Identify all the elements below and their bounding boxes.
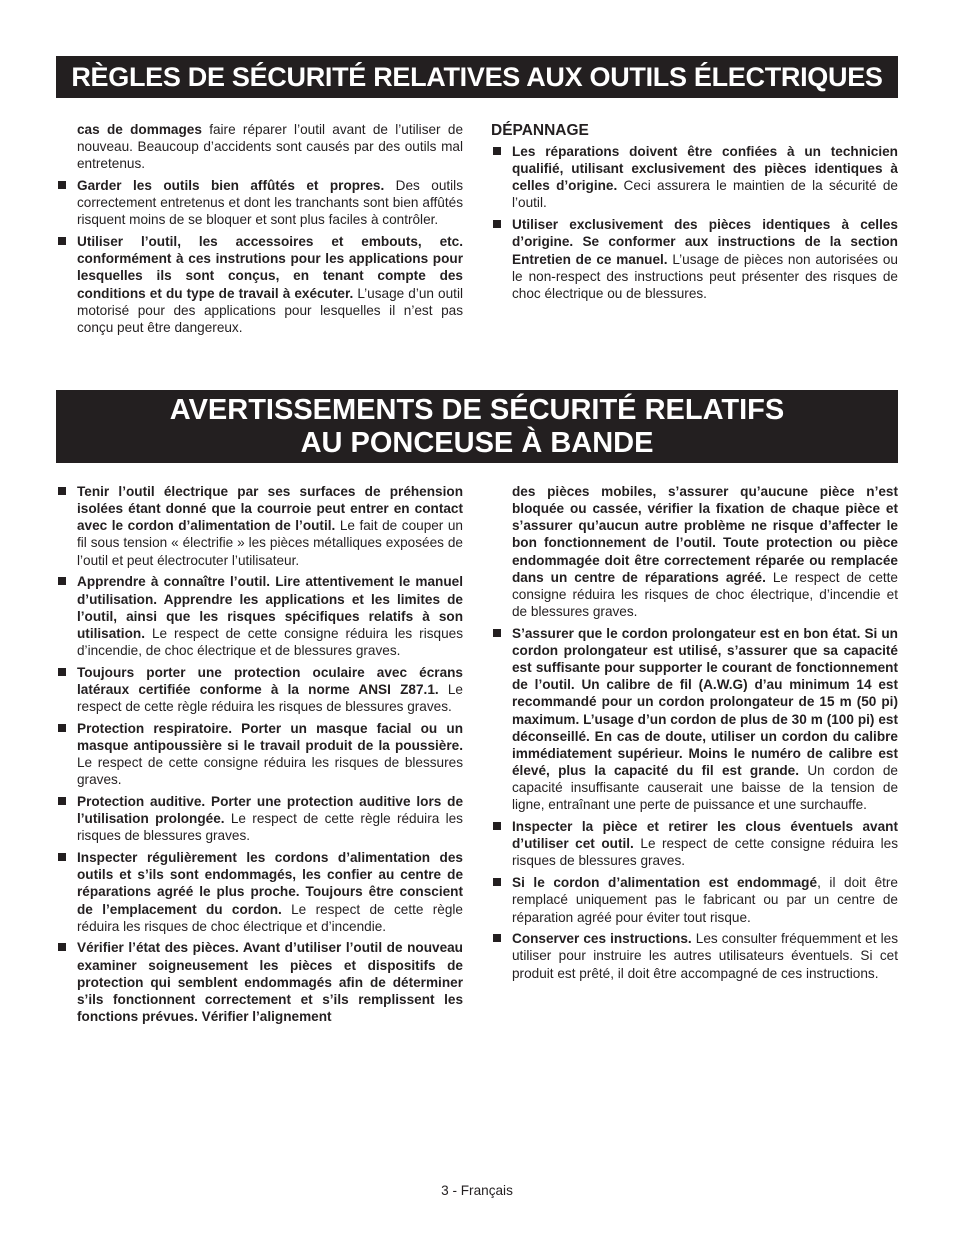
bullet-item-respiratory-protection: Protection respiratoire. Porter un masque facial ou un masque antipoussière si le travail produit de la poussière. Le respect de cette consigne réduira les risques de blessures graves. bbox=[56, 720, 463, 789]
bullet-square-icon bbox=[58, 668, 66, 676]
section1-right-column bbox=[491, 121, 898, 302]
bullet-list bbox=[491, 625, 898, 982]
bullet-square-icon bbox=[493, 822, 501, 830]
bullet-item-insulated-surfaces: Tenir l’outil électrique par ses surfaces de préhension isolées étant donné que la courroie peut entrer en contact avec le cordon d’alimentation de l’outil. Le fait de couper un fil sous tension « électrifie » les pièces métalliques exposées de l’outil et peut électrocuter l’utilisateur. bbox=[56, 483, 463, 569]
subheading-troubleshooting: DÉPANNAGE bbox=[491, 122, 589, 139]
continued-paragraph: des pièces mobiles, s’assurer qu’aucune pièce n’est bloquée ou cassée, vérifier la fixation de chaque pièce et s’assurer qu’aucun autre problème ne risque d’affecter le bon fonctionnement de l’outil. Toute protection ou pièce endommagée doit être correctement réparée ou remplacée dans un centre de réparations agréé. Le respect de cette consigne réduira les risques de choc électrique, d’incendie et de blessures graves. bbox=[512, 484, 898, 620]
page-number: 3 - Français bbox=[441, 1183, 513, 1198]
section-title-belt-sander-warnings bbox=[56, 390, 898, 463]
banner-title-line-2: AU PONCEUSE À BANDE bbox=[300, 427, 654, 459]
bullet-square-icon bbox=[493, 629, 501, 637]
bullet-list bbox=[491, 143, 898, 302]
bullet-item-hearing-protection: Protection auditive. Porter une protection auditive lors de l’utilisation prolongée. Le respect de cette règle réduira les risques de blessures graves. bbox=[56, 793, 463, 844]
bullet-item-use-tool-accessories: Utiliser l’outil, les accessoires et embouts, etc. conformément à ces instrutions pour les applications pour lesquelles ils sont conçus, en tenant compte des conditions et du type de travail à exécuter. L’usage d’un outil motorisé pour des applications pour lesquelles il n’est pas conçu peut être dangereux. bbox=[56, 233, 463, 336]
bullet-square-icon bbox=[493, 147, 501, 155]
bullet-item-inspect-cords: Inspecter régulièrement les cordons d’alimentation des outils et s’ils sont endommagés, les confier au centre de réparations agréé le plus proche. Toujours être conscient de l’emplacement du cordon. Le respect de cette règle réduira les risques de choc électrique et d’incendie. bbox=[56, 849, 463, 935]
bullet-item-sharp-tools: Garder les outils bien affûtés et propres. Des outils correctement entretenus et dont les tranchants sont bien affûtés risquent moins de se bloquer et sont plus faciles à contrôler. bbox=[56, 177, 463, 228]
bullet-square-icon bbox=[58, 943, 66, 951]
bullet-item-damaged-cord: Si le cordon d’alimentation est endommagé, il doit être remplacé uniquement pas le fabricant ou par un centre de réparation agréé pour éviter tout risque. bbox=[491, 874, 898, 925]
bullet-item-extension-cord: S’assurer que le cordon prolongateur est en bon état. Si un cordon prolongateur est utilisé, s’assurer que sa capacité est suffisante pour supporter le courant de fonctionnement de l’outil. Un calibre de fil (A.W.G) d’au minimum 14 est recommandé pour un cordon prolongateur de 15 m (50 pi) maximum. L’usage d’un cordon de plus de 30 m (100 pi) est déconseillé. En cas de doute, utiliser un cordon du calibre immédiatement supérieur. Moins le numéro de calibre est élevé, plus la capacité du fil est grande. Un cordon de capacité insuffisante causerait une baisse de la tension de ligne, entraînant une perte de puissance et une surchauffe. bbox=[491, 625, 898, 814]
bullet-square-icon bbox=[493, 934, 501, 942]
section-title-power-tool-safety: RÈGLES DE SÉCURITÉ RELATIVES AUX OUTILS ÉLECTRIQUES bbox=[56, 56, 898, 98]
section2-left-column bbox=[56, 483, 463, 1025]
section1-left-column bbox=[56, 121, 463, 336]
bullet-square-icon bbox=[58, 181, 66, 189]
bullet-item-eye-protection: Toujours porter une protection oculaire avec écrans latéraux certifiée conforme à la norme ANSI Z87.1. Le respect de cette règle réduira les risques de blessures graves. bbox=[56, 664, 463, 715]
bullet-square-icon bbox=[493, 220, 501, 228]
bullet-item-qualified-repairs: Les réparations doivent être confiées à un technicien qualifié, utilisant exclusivement des pièces identiques à celles d’origine. Ceci assurera le maintien de la sécurité de l’outil. bbox=[491, 143, 898, 212]
bullet-item-keep-instructions: Conserver ces instructions. Les consulter fréquemment et les utiliser pour instruire les autres utilisateurs éventuels. Si cet produit est prêté, il doit être accompagné de ces instructions. bbox=[491, 930, 898, 981]
bullet-square-icon bbox=[58, 487, 66, 495]
bullet-item-check-parts: Vérifier l’état des pièces. Avant d’utiliser l’outil de nouveau examiner soigneusement les pièces et dispositifs de protection qui semblent endommagés afin de déterminer s’ils fonctionnent correctement et s’ils remplissent les fonctions prévues. Vérifier l’alignement bbox=[56, 939, 463, 1025]
bullet-square-icon bbox=[493, 878, 501, 886]
bullet-list bbox=[56, 177, 463, 336]
bullet-square-icon bbox=[58, 853, 66, 861]
bullet-square-icon bbox=[58, 237, 66, 245]
bullet-item-know-your-tool: Apprendre à connaître l’outil. Lire attentivement le manuel d’utilisation. Apprendre les applications et les limites de l’outil, ainsi que les risques spécifiques relatifs à son utilisation. Le respect de cette consigne réduira les risques d’incendie, de choc électrique et de blessures graves. bbox=[56, 573, 463, 659]
banner-title-line-1: AVERTISSEMENTS DE SÉCURITÉ RELATIFS bbox=[169, 394, 785, 426]
bullet-square-icon bbox=[58, 724, 66, 732]
bullet-item-identical-parts: Utiliser exclusivement des pièces identiques à celles d’origine. Se conformer aux instructions de la section Entretien de ce manuel. L’usage de pièces non autorisées ou le non-respect des instructions peut présenter des risques de choc électrique ou de blessures. bbox=[491, 216, 898, 302]
bullet-square-icon bbox=[58, 797, 66, 805]
bullet-square-icon bbox=[58, 577, 66, 585]
continued-paragraph: cas de dommages faire réparer l’outil avant de l’utiliser de nouveau. Beaucoup d’accidents sont causés par des outils mal entretenus. bbox=[77, 122, 464, 172]
bullet-item-remove-nails: Inspecter la pièce et retirer les clous éventuels avant d’utiliser cet outil. Le respect de cette consigne réduira les risques de blessures graves. bbox=[491, 818, 898, 869]
section2-right-column bbox=[491, 483, 898, 982]
bullet-list bbox=[56, 483, 463, 1025]
